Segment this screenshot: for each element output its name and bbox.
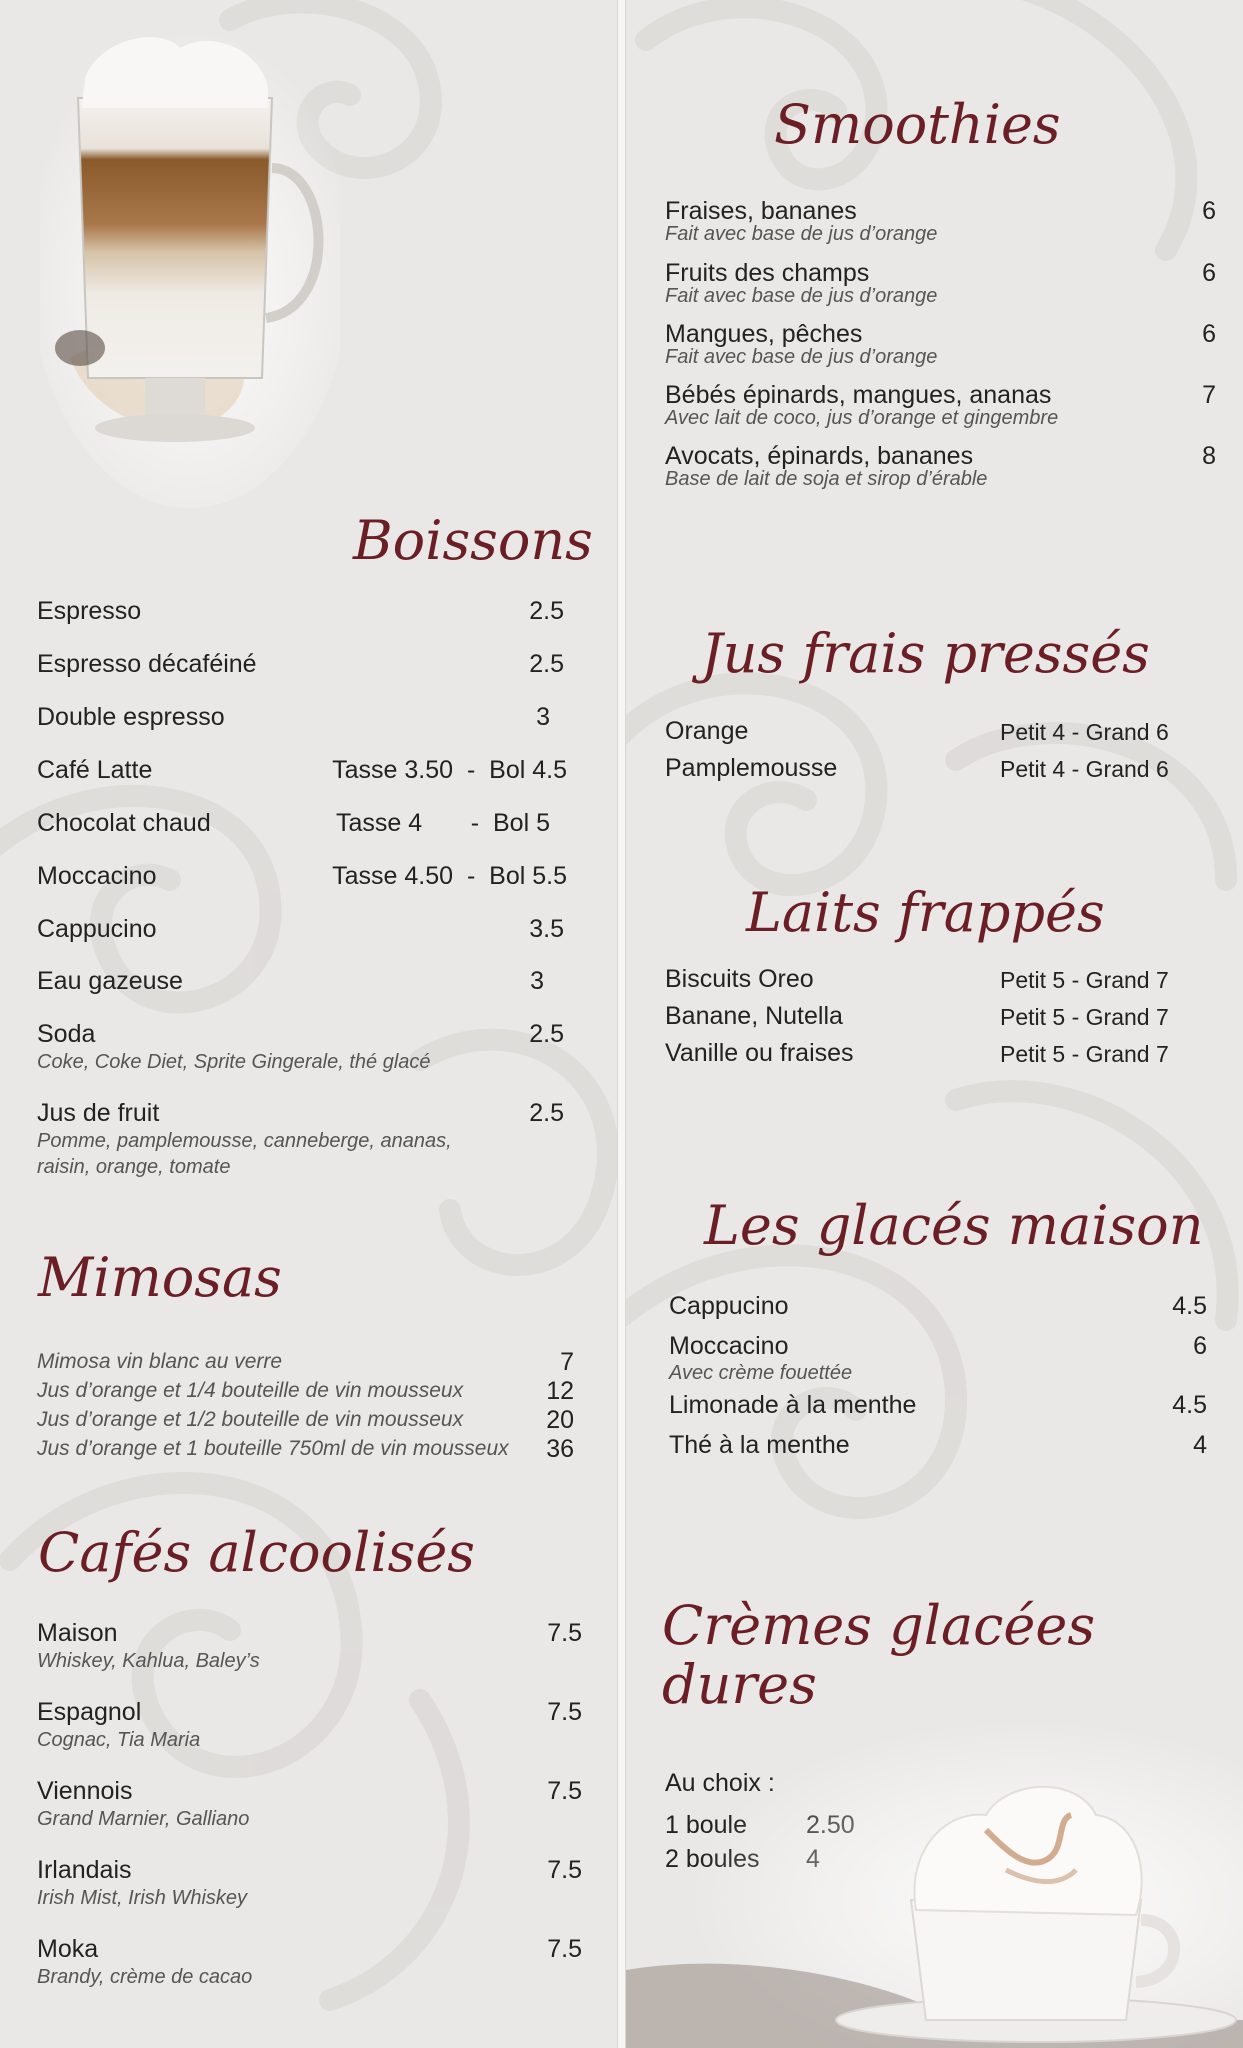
item-description: Base de lait de soja et sirop d’érable	[665, 468, 988, 490]
item-description: Brandy, crème de cacao	[37, 1966, 253, 1988]
list-item: Espresso	[37, 597, 142, 625]
item-price: 4.5	[1172, 1292, 1207, 1320]
list-item: Moccacino	[37, 862, 157, 890]
list-item: Jus d’orange et 1/2 bouteille de vin mousseux	[37, 1408, 464, 1431]
list-item: Café Latte	[37, 756, 153, 784]
item-price: 2.5	[529, 650, 564, 678]
list-item: Vanille ou fraises	[665, 1039, 854, 1067]
item-description: Coke, Coke Diet, Sprite Gingerale, thé glacé	[37, 1051, 431, 1073]
item-price: Petit 4 - Grand 6	[1000, 756, 1169, 782]
item-price: Petit 5 - Grand 7	[1000, 967, 1169, 993]
list-item: Bébés épinards, mangues, ananas	[665, 381, 1052, 409]
list-item: Orange	[665, 717, 749, 745]
latte-glass-image	[40, 18, 340, 518]
cremes-glacees-heading-line2: dures	[662, 1653, 817, 1716]
list-item: Limonade à la menthe	[669, 1391, 917, 1419]
list-item: Chocolat chaud	[37, 809, 211, 837]
list-item: Mangues, pêches	[665, 320, 863, 348]
list-item: Cappucino	[37, 915, 157, 943]
list-item: Pamplemousse	[665, 754, 838, 782]
item-price: 6	[1202, 320, 1216, 348]
item-price: 2.5	[529, 597, 564, 625]
jus-frais-heading: Jus frais pressés	[701, 622, 1150, 685]
cafes-alcoolises-heading: Cafés alcoolisés	[38, 1521, 475, 1584]
item-price: 4.5	[1172, 1391, 1207, 1419]
item-price: 7	[1202, 381, 1216, 409]
panel-divider	[617, 0, 626, 2048]
item-description: Cognac, Tia Maria	[37, 1729, 201, 1751]
list-item: Eau gazeuse	[37, 967, 183, 995]
list-item: Mimosa vin blanc au verre	[37, 1350, 283, 1373]
item-price: 7.5	[547, 1856, 582, 1884]
item-price: 6	[1193, 1332, 1207, 1360]
list-item: Fruits des champs	[665, 259, 870, 287]
right-menu-panel	[626, 0, 1243, 2048]
item-price: Petit 4 - Grand 6	[1000, 719, 1169, 745]
mimosas-heading: Mimosas	[38, 1246, 282, 1309]
list-item: Cappucino	[669, 1292, 789, 1320]
list-item: Irlandais	[37, 1856, 132, 1884]
list-item: Avocats, épinards, bananes	[665, 442, 974, 470]
item-description: raisin, orange, tomate	[37, 1156, 231, 1178]
list-item: Soda	[37, 1020, 96, 1048]
ice-cream-cup-image	[626, 1720, 1243, 2048]
glaces-maison-heading: Les glacés maison	[704, 1194, 1204, 1257]
list-item: Moka	[37, 1935, 99, 1963]
item-price: Petit 5 - Grand 7	[1000, 1041, 1169, 1067]
item-description: Grand Marnier, Galliano	[37, 1808, 250, 1830]
list-item: Viennois	[37, 1777, 133, 1805]
item-description: Fait avec base de jus d’orange	[665, 285, 938, 307]
list-item: Moccacino	[669, 1332, 789, 1360]
left-menu-panel	[0, 0, 617, 2048]
item-price: 8	[1202, 442, 1216, 470]
item-price: 2.5	[529, 1020, 564, 1048]
item-description: Fait avec base de jus d’orange	[665, 223, 938, 245]
laits-frappes-heading: Laits frappés	[746, 881, 1105, 944]
item-price: 3	[530, 967, 544, 995]
item-price: Petit 5 - Grand 7	[1000, 1004, 1169, 1030]
boissons-heading: Boissons	[353, 509, 593, 572]
item-description: Fait avec base de jus d’orange	[665, 346, 938, 368]
list-item: Double espresso	[37, 703, 225, 731]
item-price: 2.5	[529, 1099, 564, 1127]
item-description: Irish Mist, Irish Whiskey	[37, 1887, 248, 1909]
item-price: 6	[1202, 197, 1216, 225]
item-price: 3	[536, 703, 550, 731]
list-item: Fraises, bananes	[665, 197, 857, 225]
item-price: 12	[546, 1377, 574, 1405]
list-item: Espagnol	[37, 1698, 142, 1726]
list-item: Biscuits Oreo	[665, 965, 814, 993]
item-price: 7.5	[547, 1935, 582, 1963]
item-description: Avec lait de coco, jus d’orange et gingembre	[665, 407, 1059, 429]
list-item: Jus d’orange et 1 bouteille 750ml de vin mousseux	[37, 1437, 509, 1460]
item-description: Avec crème fouettée	[669, 1362, 853, 1384]
item-description: Whiskey, Kahlua, Baley’s	[37, 1650, 260, 1672]
item-price: 6	[1202, 259, 1216, 287]
list-item: Jus de fruit	[37, 1099, 160, 1127]
item-price: Tasse 4 - Bol 5	[336, 809, 550, 837]
item-price: 20	[546, 1406, 574, 1434]
list-item: Thé à la menthe	[669, 1431, 850, 1459]
item-price: 36	[546, 1435, 574, 1463]
item-price: 4	[1193, 1431, 1207, 1459]
item-price: 3.5	[529, 915, 564, 943]
item-price: 7.5	[547, 1698, 582, 1726]
item-price: 7	[560, 1348, 574, 1376]
list-item: Espresso décaféiné	[37, 650, 257, 678]
smoothies-heading: Smoothies	[774, 93, 1061, 156]
item-price: 7.5	[547, 1777, 582, 1805]
list-item: Maison	[37, 1619, 118, 1647]
list-item: Jus d’orange et 1/4 bouteille de vin mousseux	[37, 1379, 464, 1402]
item-price: 7.5	[547, 1619, 582, 1647]
item-price: Tasse 4.50 - Bol 5.5	[332, 862, 567, 890]
item-description: Pomme, pamplemousse, canneberge, ananas,	[37, 1130, 452, 1152]
item-price: Tasse 3.50 - Bol 4.5	[332, 756, 567, 784]
cremes-glacees-heading-line1: Crèmes glacées	[662, 1594, 1096, 1657]
list-item: Banane, Nutella	[665, 1002, 843, 1030]
